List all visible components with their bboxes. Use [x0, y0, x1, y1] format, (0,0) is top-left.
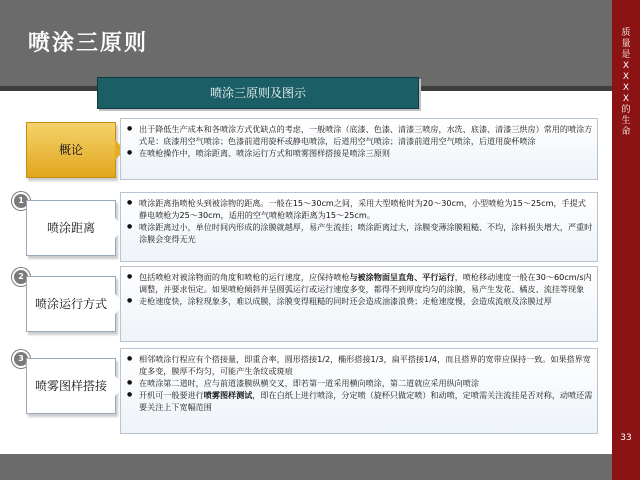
page-number: 33 [620, 433, 632, 443]
row-label-spray-overlap: 喷雾图样搭接 [26, 358, 116, 414]
row-label-spray-distance: 喷涂距离 [26, 200, 116, 256]
step-number-badge: 1 [12, 192, 30, 210]
step-number-badge: 3 [12, 350, 30, 368]
row-label-spray-motion: 喷涂运行方式 [26, 276, 116, 332]
list-item: ● 走枪速度快，涂粒现象多，难以成膜，涂膜变得粗糙的同时还会造成油漆浪费；走枪速度慢，会造成流痕及涂膜过厚 [127, 295, 593, 307]
list-item: ● 在喷涂第二道时，应与前道漆膜纵横交叉，即若第一道采用横向喷涂，第二道就应采用纵向喷涂 [127, 377, 593, 389]
row-label-overview: 概论 [26, 122, 116, 178]
list-item: ● 相邻喷涂行程应有个搭接量，即重合率，圆形搭接1/2，椭形搭接1/3，扁平搭接1/4，而且搭界的宽带应保持一致。如果搭界宽度多变，膜厚不均匀，可能产生条纹或斑痕 [127, 353, 593, 377]
list-item: ● 开机可一般要进行喷雾图样测试，即在白纸上进行喷涂，分定喷（旋杯只做定喷）和动喷，定喷需关注流挂是否对称，动喷还需要关注上下宽幅范围 [127, 389, 593, 413]
list-item: ● 在喷枪操作中，喷涂距离、喷涂运行方式和喷雾图样搭接是喷涂三原则 [127, 147, 593, 159]
list-item: ● 喷涂距离指喷枪头到被涂物的距离。一般在15～30cm之间，采用大型喷枪时为20～30cm，小型喷枪为15～25cm，手提式静电喷枪为25～30cm，适用的空气喷枪喷涂距离为15～25cm。 [127, 197, 593, 221]
list-item: ● 包括喷枪对被涂物面的角度和喷枪的运行速度，应保持喷枪与被涂物面呈直角、平行运行，喷枪移动速度一般在30～60cm/s内调整，并要求恒定。如果喷枪倾斜并呈圆弧运行或运行速度多变，都得不到厚度均匀的涂膜，易产生发花、橘皮、流挂等现象 [127, 271, 593, 295]
row-content-spray-overlap [120, 348, 598, 434]
page-title: 喷涂三原则 [28, 31, 149, 56]
footer-bar [0, 454, 612, 480]
step-number-badge: 2 [12, 268, 30, 286]
row-content-spray-motion [120, 266, 598, 342]
list-item: ● 喷涂距离过小，单位时间内形成的涂膜就越厚，易产生流挂；喷涂距离过大，涂膜变薄涂膜粗糙、不均，涂料损失增大，严重时涂膜会变得无光 [127, 221, 593, 245]
row-content-overview [120, 118, 598, 180]
side-slogan: 质 量 是 X X X X 的 生 命 [621, 28, 631, 137]
section-header: 喷涂三原则及图示 [97, 77, 419, 109]
row-content-spray-distance [120, 192, 598, 262]
list-item: ● 出于降低生产成本和各喷涂方式优缺点的考虑，一般喷涂（底漆、色漆、清漆三喷房，水洗、底漆、清漆三烘房）常用的喷涂方式是：底漆用空气喷涂；色漆前道用旋杯或静电喷涂，后道用空气喷涂；清漆前道用空气喷涂，后道用旋杯喷涂 [127, 123, 593, 147]
